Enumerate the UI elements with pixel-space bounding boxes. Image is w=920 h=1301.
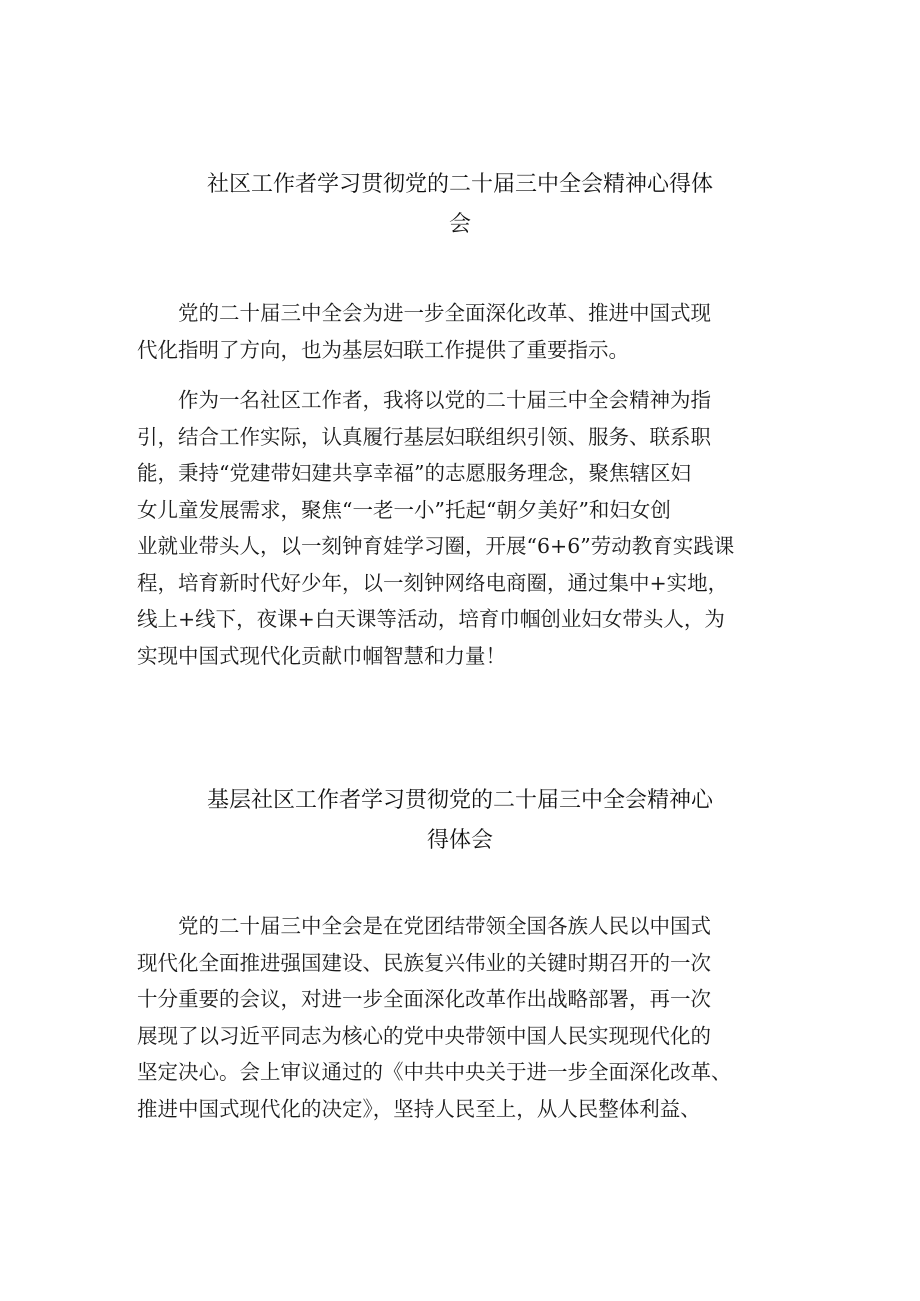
paragraph-line: 作为一名社区工作者，我将以党的二十届三中全会精神为指 <box>137 388 711 412</box>
paragraph-line: 现代化全面推进强国建设、民族复兴伟业的关键时期召开的一次 <box>137 950 711 975</box>
paragraph-line: 推进中国式现代化的决定》，坚持人民至上，从人民整体利益、 <box>137 1096 701 1121</box>
paragraph-line: 实现中国式现代化贡献巾帼智慧和力量！ <box>137 643 506 668</box>
section2-paragraph-1 <box>137 908 797 1127</box>
paragraph-line: 十分重要的会议，对进一步全面深化改革作出战略部署，再一次 <box>137 987 711 1011</box>
title-line: 会 <box>448 212 471 237</box>
paragraph-line: 党的二十届三中全会是在党团结带领全国各族人民以中国式 <box>137 914 711 938</box>
section1-title <box>150 165 770 245</box>
paragraph-line: 引，结合工作实际，认真履行基层妇联组织引领、服务、联系职 <box>137 424 711 449</box>
paragraph-line: 能，秉持“党建带妇建共享幸福”的志愿服务理念，聚焦辖区妇 <box>137 461 691 485</box>
section1-paragraph-2 <box>137 382 797 674</box>
paragraph-line: 女儿童发展需求，聚焦“一老一小”托起“朝夕美好”和妇女创 <box>137 497 671 522</box>
paragraph-line: 线上+线下，夜课+白天课等活动，培育巾帼创业妇女带头人，为 <box>137 607 725 631</box>
paragraph-line: 坚定决心。会上审议通过的《中共中央关于进一步全面深化改革、 <box>137 1060 732 1084</box>
title-line: 基层社区工作者学习贯彻党的二十届三中全会精神心 <box>206 788 713 813</box>
section2-title <box>140 781 780 861</box>
paragraph-line: 程，培育新时代好少年，以一刻钟网络电商圈，通过集中+实地， <box>137 570 729 595</box>
paragraph-line: 展现了以习近平同志为核心的党中央带领中国人民实现现代化的 <box>137 1023 711 1048</box>
paragraph-line: 业就业带头人，以一刻钟育娃学习圈，开展“6+6”劳动教育实践课 <box>137 534 735 558</box>
title-line: 社区工作者学习贯彻党的二十届三中全会精神心得体 <box>206 172 713 197</box>
title-line: 得体会 <box>426 828 493 853</box>
paragraph-line: 代化指明了方向，也为基层妇联工作提供了重要指示。 <box>137 337 629 362</box>
section1-paragraph-1 <box>137 295 797 368</box>
paragraph-line: 党的二十届三中全会为进一步全面深化改革、推进中国式现 <box>137 301 711 325</box>
